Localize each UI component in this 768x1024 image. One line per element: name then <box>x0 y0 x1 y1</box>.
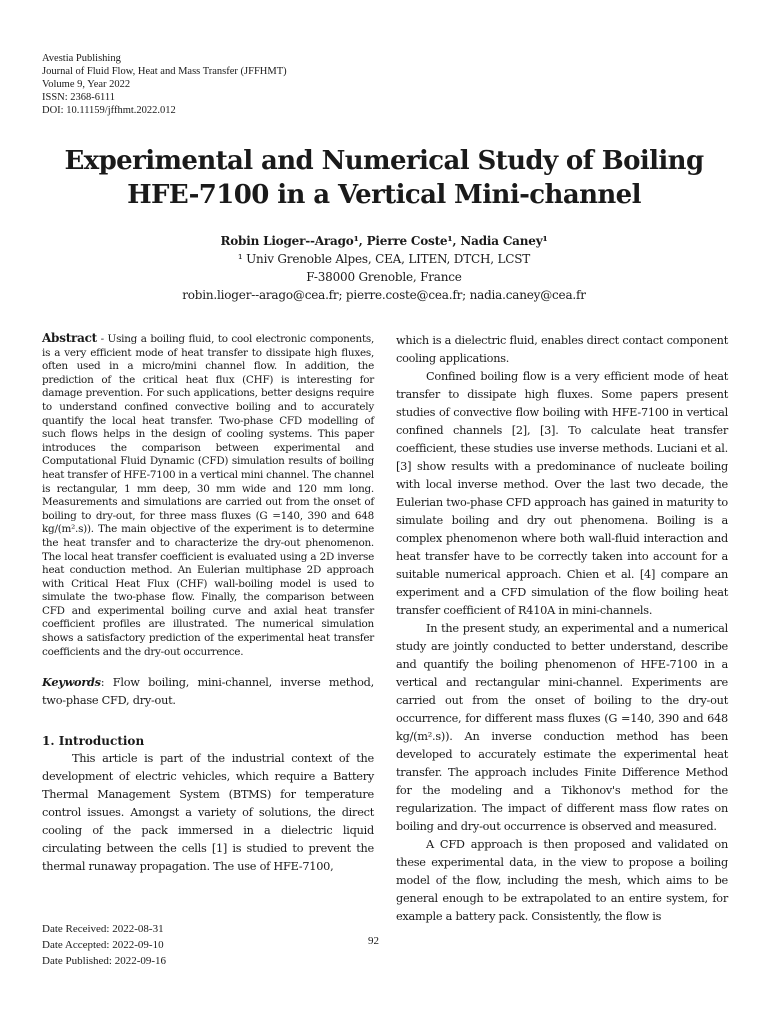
keywords-text: : Flow boiling, mini-channel, inverse method, two-phase CFD, dry-out. <box>42 676 374 708</box>
body-paragraph: A CFD approach is then proposed and validated on these experimental data, in the view to propose a boiling model of the flow, including the mesh, which aims to be general enough to be extrapolated to an entire system, for example a battery pack. Consistently, the flow is <box>396 838 728 923</box>
author-emails: robin.lioger--arago@cea.fr; pierre.coste@cea.fr; nadia.caney@cea.fr <box>182 288 586 302</box>
date-received: Date Received: 2022-08-31 <box>42 923 164 935</box>
doi: DOI: 10.11159/jffhmt.2022.012 <box>42 105 176 116</box>
address: F-38000 Grenoble, France <box>306 270 462 284</box>
publication-header <box>42 52 287 117</box>
abstract-text: - Using a boiling fluid, to cool electronic components, is a very efficient mode of heat transfer to dissipate high fluxes, often used in a micro/mini channel flow. In addition, the prediction of the critical heat flux (CHF) is interesting for damage prevention. For such applications, better designs require to understand confined convective boiling and to accurately quantify the local heat transfer. Two-phase CFD modelling of such flows helps in the design of cooling systems. This paper introduces the comparison between experimental and Computational Fluid Dynamic (CFD) simulation results of boiling heat transfer of HFE-7100 in a vertical mini channel. The channel is rectangular, 1 mm deep, 30 mm wide and 120 mm long. Measurements and simulations are carried out from the onset of boiling to dry-out, for three mass fluxes (G =140, 390 and 648 kg/(m².s)). The main objective of the experiment is to determine the heat transfer and to characterize the dry-out phenomenon. The local heat transfer coefficient is evaluated using a 2D inverse heat conduction method. An Eulerian multiphase 2D approach with Critical Heat Flux (CHF) wall-boiling model is used to simulate the two-phase flow. Finally, the comparison between CFD and experimental boiling curve and axial heat transfer coefficient profiles are illustrated. The numerical simulation shows a satisfactory prediction of the experimental heat transfer coefficients and the dry-out occurrence. <box>42 333 374 658</box>
date-published: Date Published: 2022-09-16 <box>42 955 167 967</box>
left-column <box>42 332 374 876</box>
journal-name: Journal of Fluid Flow, Heat and Mass Transfer (JFFHMT) <box>42 66 287 77</box>
publisher: Avestia Publishing <box>42 53 121 64</box>
body-paragraph: In the present study, an experimental and a numerical study are jointly conducted to better understand, describe and quantify the boiling phenomenon of HFE-7100 in a vertical and rectangular mini-channel. Experiments are carried out from the onset of boiling to the dry-out occurrence, for different mass fluxes (G =140, 390 and 648 kg/(m².s)). An inverse conduction method has been developed to accurately estimate the experimental heat transfer. The approach includes Finite Difference Method for the modeling and a Tikhonov's method for the regularization. The impact of different mass flow rates on boiling and dry-out occurrence is observed and measured. <box>396 622 728 833</box>
body-paragraph: Confined boiling flow is a very efficient mode of heat transfer to dissipate high fluxes. Some papers present studies of convective flow boiling with HFE-7100 in vertical confined channels [2], [3]. To calculate heat transfer coefficient, these studies use inverse methods. Luciani et al. [3] show results with a predominance of nucleate boiling with local inverse method. Over the last two decade, the Eulerian two-phase CFD approach has gained in maturity to simulate boiling and dry out phenomena. Boiling is a complex phenomenon where both wall-fluid interaction and heat transfer have to be correctly taken into account for a suitable numerical approach. Chien et al. [4] compare an experiment and a CFD simulation of the flow boiling heat transfer coefficient of R410A in mini-channels. <box>396 370 728 617</box>
abstract-paragraph <box>42 332 374 659</box>
affiliation: ¹ Univ Grenoble Alpes, CEA, LITEN, DTCH, LCST <box>237 252 531 266</box>
keywords-paragraph <box>42 673 374 710</box>
author-names: Robin Lioger--Arago¹, Pierre Coste¹, Nadia Caney¹ <box>220 234 548 248</box>
right-column <box>396 332 728 926</box>
body-paragraph: which is a dielectric fluid, enables direct contact component cooling applications. <box>396 334 728 365</box>
abstract-label: Abstract <box>42 331 97 345</box>
issn: ISSN: 2368-6111 <box>42 92 116 103</box>
volume-year: Volume 9, Year 2022 <box>42 79 131 90</box>
author-block <box>40 232 728 304</box>
date-info <box>42 921 166 969</box>
keywords-label: Keywords <box>42 675 101 690</box>
paper-title: Experimental and Numerical Study of Boiling HFE-7100 in a Vertical Mini-channel <box>64 146 704 210</box>
section-heading-introduction: 1. Introduction <box>42 734 145 749</box>
introduction-paragraph: This article is part of the industrial context of the development of electric vehicles, which require a Battery Thermal Management System (BTMS) for temperature control issues. Amongst a variety of solutions, the direct cooling of the pack immersed in a dielectric liquid circulating between the cells [1] is studied to prevent the thermal runaway propagation. The use of HFE-7100, <box>42 752 374 874</box>
page-number: 92 <box>368 935 379 947</box>
date-accepted: Date Accepted: 2022-09-10 <box>42 939 164 951</box>
